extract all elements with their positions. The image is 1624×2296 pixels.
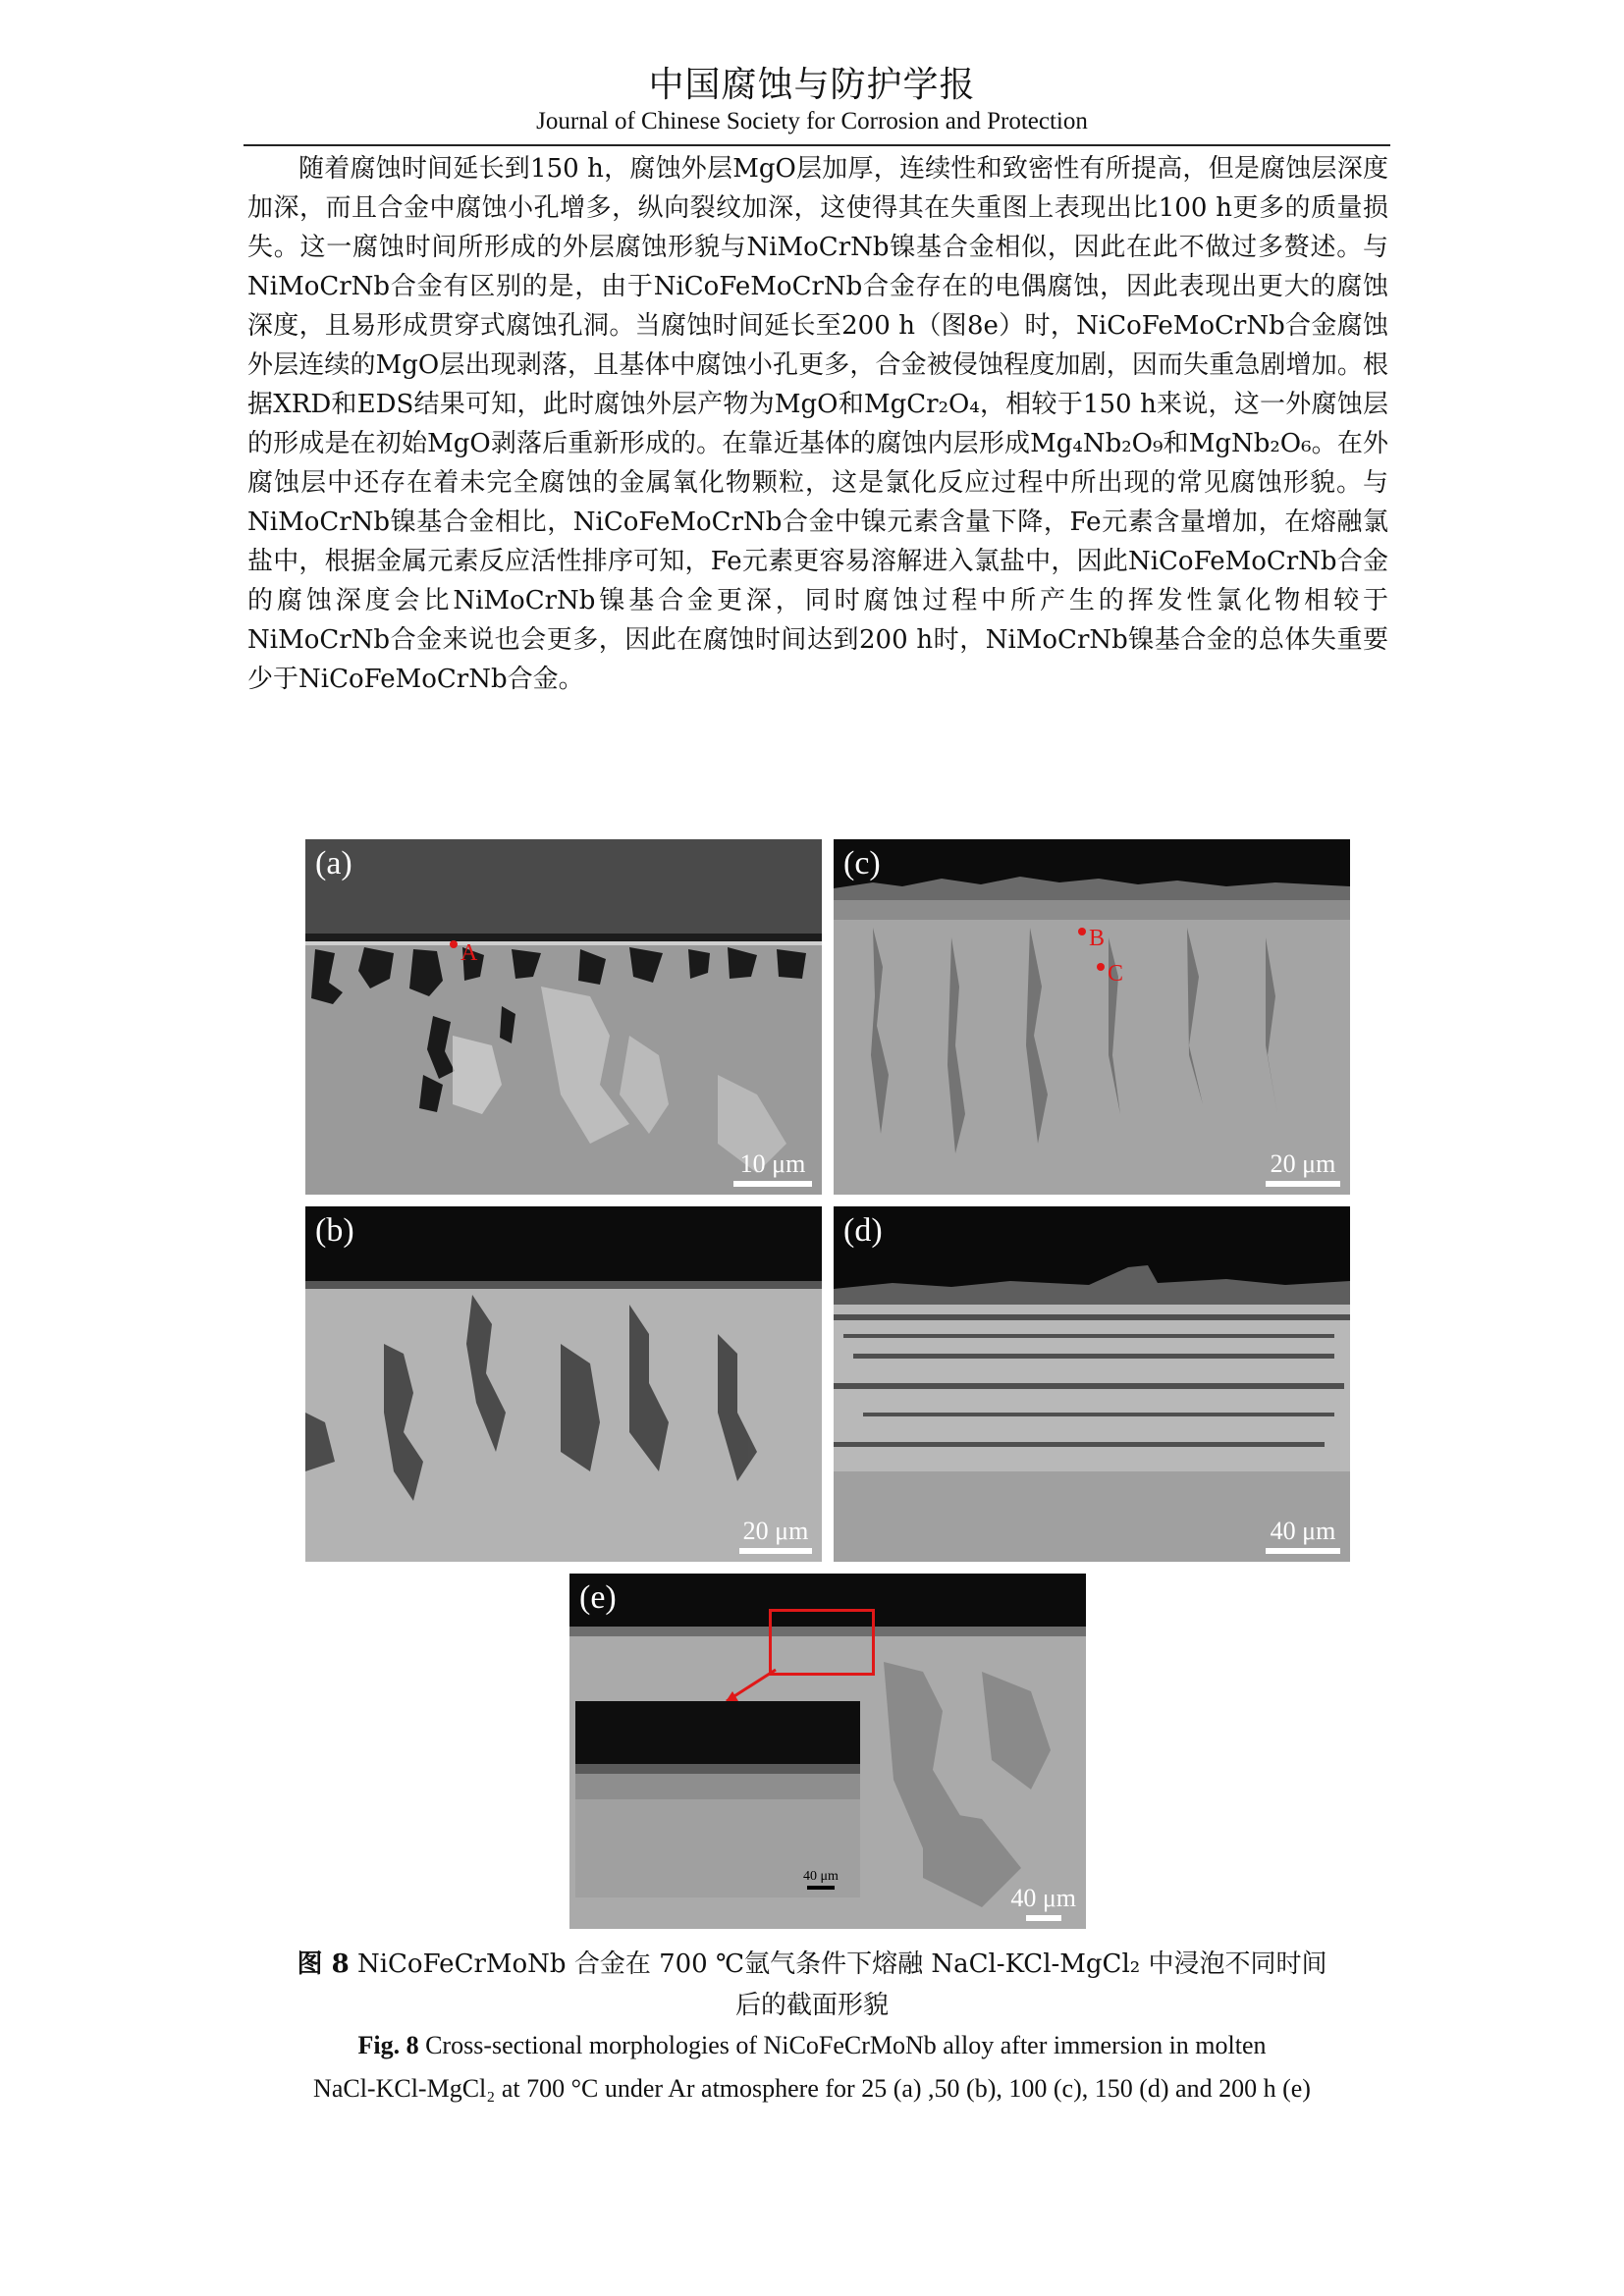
scale-bar-e (1010, 1884, 1076, 1921)
caption-en-text1: Cross-sectional morphologies of NiCoFeCrMoNb alloy after immersion in molten (425, 2031, 1267, 2059)
figure-caption-en (0, 2024, 1624, 2110)
scale-bar-d (1266, 1517, 1340, 1554)
scale-bar-b (739, 1517, 812, 1554)
scale-line-d (1266, 1548, 1340, 1554)
panel-label-d: (d) (843, 1212, 883, 1249)
sem-image-d (834, 1206, 1350, 1562)
point-marker-c (1097, 963, 1105, 971)
inset-scale-line (807, 1886, 835, 1890)
scale-label-d: 40 μm (1270, 1517, 1336, 1545)
caption-en-label: Fig. 8 (357, 2031, 419, 2059)
caption-en-line1 (0, 2024, 1624, 2067)
journal-title-en: Journal of Chinese Society for Corrosion and Protection (536, 108, 1088, 134)
caption-cn-label: 图 8 (297, 1949, 350, 1979)
scale-bar-c (1266, 1149, 1340, 1187)
figure-panel-c (834, 839, 1350, 1195)
scale-line-b (739, 1548, 812, 1554)
figure-caption-cn (0, 1944, 1624, 2026)
figure-panel-d (834, 1206, 1350, 1562)
panel-label-b: (b) (315, 1212, 354, 1249)
sem-image-b (305, 1206, 822, 1562)
point-label-a: A (460, 940, 478, 966)
scale-bar-a (733, 1149, 812, 1187)
figure-panel-a (305, 839, 822, 1195)
sem-image-a (305, 839, 822, 1195)
panel-label-c: (c) (843, 845, 881, 881)
figure-panel-b (305, 1206, 822, 1562)
point-label-b: B (1089, 926, 1106, 951)
scale-label-c: 20 μm (1270, 1149, 1336, 1178)
caption-cn-text1: NiCoFeCrMoNb 合金在 700 ℃氩气条件下熔融 NaCl-KCl-MgCl₂ 中浸泡不同时间 (356, 1949, 1327, 1979)
body-paragraph: 随着腐蚀时间延长到150 h，腐蚀外层MgO层加厚，连续性和致密性有所提高，但是腐蚀层深度加深，而且合金中腐蚀小孔增多，纵向裂纹加深，这使得其在失重图上表现出比100 h更多的质量损失。这一腐蚀时间所形成的外层腐蚀形貌与NiMoCrNb镍基合金相似，因此在此不做过多赘述。与NiMoCrNb合金有区别的是，由于NiCoFeMoCrNb合金存在的电偶腐蚀，因此表现出更大的腐蚀深度，且易形成贯穿式腐蚀孔洞。当腐蚀时间延长至200 h（图8e）时，NiCoFeMoCrNb合金腐蚀外层连续的MgO层出现剥落，且基体中腐蚀小孔更多，合金被侵蚀程度加剧，因而失重急剧增加。根据XRD和EDS结果可知，此时腐蚀外层产物为MgO和MgCr₂O₄，相较于150 h来说，这一外腐蚀层的形成是在初始MgO剥落后重新形成的。在靠近基体的腐蚀内层形成Mg₄Nb₂O₉和MgNb₂O₆。在外腐蚀层中还存在着未完全腐蚀的金属氧化物颗粒，这是氯化反应过程中所出现的常见腐蚀形貌。与NiMoCrNb镍基合金相比，NiCoFeMoCrNb合金中镍元素含量下降，Fe元素含量增加，在熔融氯盐中，根据金属元素反应活性排序可知，Fe元素更容易溶解进入氯盐中，因此NiCoFeMoCrNb合金的腐蚀深度会比NiMoCrNb镍基合金更深，同时腐蚀过程中所产生的挥发性氯化物相较于NiMoCrNb合金来说也会更多，因此在腐蚀时间达到200 h时，NiMoCrNb镍基合金的总体失重要少于NiCoFeMoCrNb合金。 (247, 154, 1388, 694)
panel-label-e: (e) (579, 1579, 617, 1616)
inset-image (575, 1701, 860, 1897)
point-label-c: C (1108, 961, 1124, 987)
scale-line-e (1026, 1915, 1061, 1921)
inset-scale-label: 40 μm (803, 1869, 839, 1884)
scale-label-a: 10 μm (739, 1149, 806, 1178)
journal-title-cn: 中国腐蚀与防护学报 (648, 65, 976, 105)
scale-line-c (1266, 1181, 1340, 1187)
caption-en-line2: NaCl-KCl-MgCl₂ at 700 °C under Ar atmosphere for 25 (a) ,50 (b), 100 (c), 150 (d) and 200 h (e) (313, 2074, 1311, 2103)
point-marker-a (450, 940, 458, 948)
caption-cn-line1 (0, 1944, 1624, 1985)
header-rule (244, 144, 1390, 146)
scale-label-e: 40 μm (1010, 1884, 1076, 1912)
figure-panel-e (569, 1574, 1086, 1929)
scale-label-b: 20 μm (742, 1517, 809, 1545)
scale-line-a (733, 1181, 812, 1187)
sem-image-c (834, 839, 1350, 1195)
inset-scale-bar (803, 1869, 839, 1890)
zoom-inset (575, 1701, 860, 1897)
panel-label-a: (a) (315, 845, 352, 881)
point-marker-b (1078, 928, 1086, 935)
caption-cn-line2: 后的截面形貌 (734, 1991, 889, 2020)
